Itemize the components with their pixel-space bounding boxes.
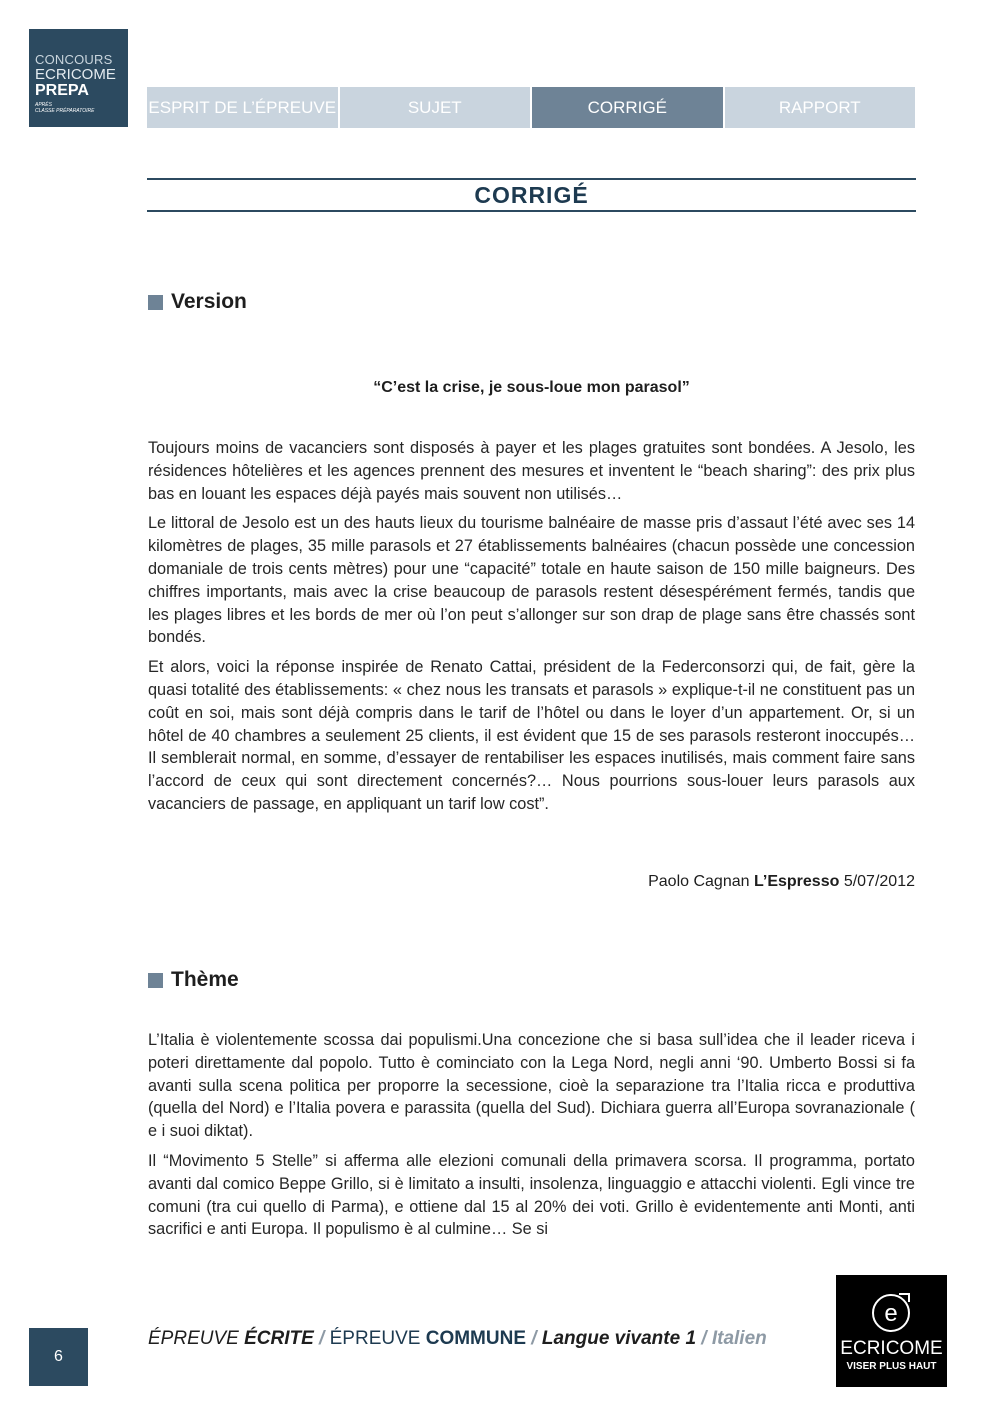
theme-paragraph: Il “Movimento 5 Stelle” si afferma alle elezioni comunali della primavera scorsa. Il programma, portato avanti dal comico Beppe Grillo, si è limitato a insulti, insolenza, linguaggio e attacchi violenti. Egli vince tre comuni (tra cui quello di Parma), e ottiene dal 15 al 20% dei voti. Grillo è evidentemente anti Monti, anti sacrifici e anti Europa. Il populismo è al culmine… Se si bbox=[148, 1151, 915, 1239]
tab-corrige[interactable]: CORRIGÉ bbox=[532, 87, 723, 128]
version-text bbox=[148, 437, 915, 823]
footer-separator: / bbox=[313, 1328, 330, 1349]
source-publication: L’Espresso bbox=[753, 873, 840, 890]
footer-title bbox=[148, 1328, 767, 1350]
logo-line-apres bbox=[35, 102, 94, 114]
logo-line-prepa: PREPA bbox=[35, 82, 89, 99]
version-source bbox=[148, 873, 915, 891]
footer-ecrite: ÉCRITE bbox=[244, 1328, 314, 1349]
page-title: CORRIGÉ bbox=[474, 182, 589, 208]
version-paragraph: Toujours moins de vacanciers sont disposés à payer et les plages gratuites sont bondées. A Jesolo, les résidences hôtelières et les agences prennent des mesures et inventent le “beach sharing”: des prix plus bas en louant les espaces déjà payés mais souvent non utilisés… bbox=[148, 439, 915, 503]
tab-sujet[interactable]: SUJET bbox=[340, 87, 531, 128]
theme-text bbox=[148, 1029, 915, 1248]
version-heading-label: Version bbox=[171, 290, 247, 313]
theme-paragraph: L’Italia è violentemente scossa dai populismi.Una concezione che si basa sull’idea che il leader riceva i poteri direttamente dal popolo. Tutto è cominciato con la Lega Nord, negli anni ‘90. Umberto Bossi si fa avanti sulla scena politica per proporre la secessione, cioè la separazione tra l’Italia ricca e produttiva (quella del Nord) e l’Italia povera e parassita (quella del Sud). Dichiara guerra all’Europa sovranazionale ( e i suoi diktat). bbox=[148, 1031, 915, 1141]
logo-name: ECRICOME bbox=[840, 1338, 943, 1359]
logo-line-concours: CONCOURS bbox=[35, 52, 113, 67]
footer-separator: / bbox=[526, 1328, 542, 1349]
theme-heading-label: Thème bbox=[171, 968, 239, 991]
logo-letter: e bbox=[884, 1300, 898, 1327]
source-date: 5/07/2012 bbox=[843, 873, 915, 890]
logo-classe-preparatoire: CLASSE PRÉPARATOIRE bbox=[35, 108, 95, 114]
page-number: 6 bbox=[29, 1328, 88, 1386]
square-bullet-icon bbox=[148, 973, 163, 988]
footer-italien: Italien bbox=[711, 1328, 767, 1349]
footer-epreuve: ÉPREUVE bbox=[148, 1328, 245, 1349]
ecricome-e-icon bbox=[871, 1290, 913, 1334]
footer-commune: COMMUNE bbox=[425, 1328, 526, 1349]
version-paragraph: Le littoral de Jesolo est un des hauts lieux du tourisme balnéaire de masse pris d’assaut l’été avec ses 14 kilomètres de plages, 35 mille parasols et 27 établissements balnéaires (chacun possède une concession domaniale de trois cents mètres) pour une “capacité” totale en haute saison de 150 mille baigneurs. Des chiffres importants, mais avec la crise beaucoup de parasols restent désespérément fermés, tandis que les plages libres et les bords de mer où l’on peut s’allonger sur son drap de plage sans être chassés sont bondés. bbox=[148, 514, 915, 647]
footer-separator: / bbox=[696, 1328, 712, 1349]
tab-esprit-epreuve[interactable]: ESPRIT DE L’ÉPREUVE bbox=[147, 87, 338, 128]
square-bullet-icon bbox=[148, 295, 163, 310]
ecricome-logo bbox=[836, 1275, 947, 1387]
section-tabs bbox=[147, 87, 915, 128]
logo-tagline: VISER PLUS HAUT bbox=[846, 1361, 937, 1372]
source-author: Paolo Cagnan bbox=[648, 873, 750, 890]
version-title: “C’est la crise, je sous-loue mon parasol” bbox=[373, 379, 690, 396]
logo-apres: APRÈS bbox=[35, 102, 52, 108]
heading-rule-bottom bbox=[147, 210, 916, 212]
logo-line-ecricome: ECRICOME bbox=[35, 66, 116, 83]
concours-ecricome-logo bbox=[29, 29, 128, 127]
footer-epreuve-2: ÉPREUVE bbox=[329, 1328, 426, 1349]
tab-rapport[interactable]: RAPPORT bbox=[725, 87, 916, 128]
footer-langue: Langue vivante 1 bbox=[541, 1328, 697, 1349]
version-section-heading bbox=[148, 290, 247, 314]
version-paragraph: Et alors, voici la réponse inspirée de Renato Cattai, président de la Federconsorzi qui, de fait, gère la quasi totalité des établissements: « chez nous les transats et parasols » explique-t-il ne constituent pas un coût en soi, mais sont déjà compris dans le tarif de l’hôtel ou dans le loyer d’un appartement. Or, si un hôtel de 40 chambres a seulement 25 clients, il est évident que 15 de ses parasols resteront inoccupés… Il semblerait normal, en somme, d’essayer de rentabiliser les espaces inutilisés, mais comment faire sans l’accord de ceux qui sont directement concernés?… Nous pourrions sous-louer leurs parasols aux vacanciers de passage, en appliquant un tarif low cost”. bbox=[148, 658, 915, 813]
theme-section-heading bbox=[148, 968, 239, 992]
heading-rule-top bbox=[147, 178, 916, 180]
